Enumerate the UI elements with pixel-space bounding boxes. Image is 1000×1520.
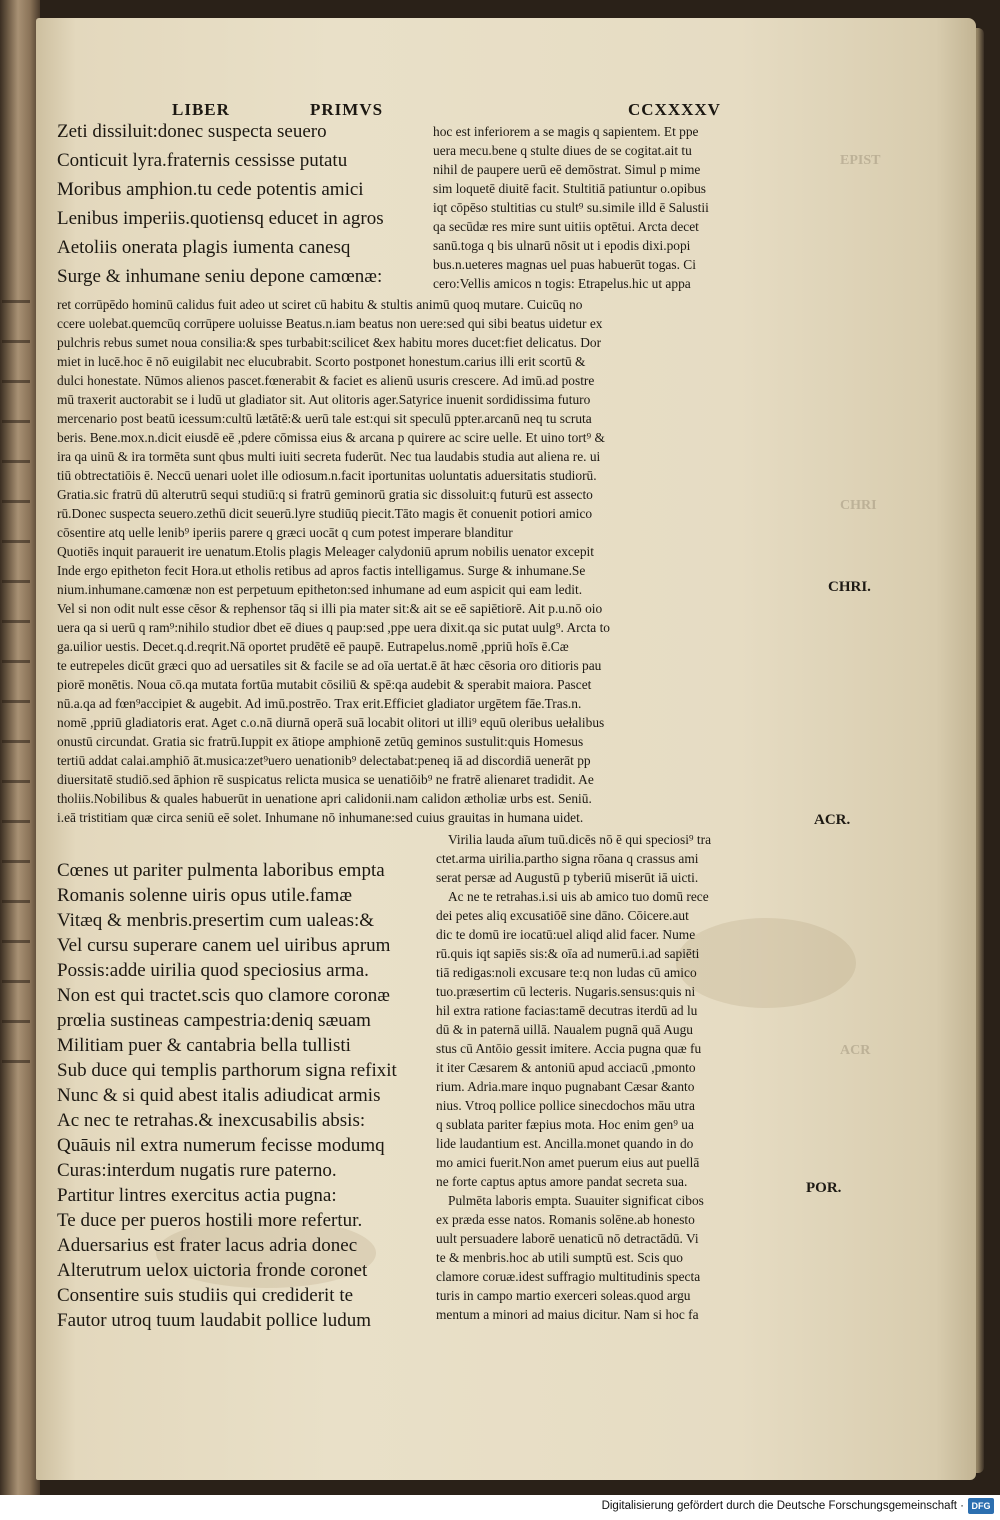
commentary-line: hoc est inferiorem a se magis q sapientem. Et ppe xyxy=(433,124,699,139)
commentary-line: rium. Adria.mare inquo pugnabant Cæsar &anto xyxy=(436,1079,695,1094)
commentary-line: tiā redigas:noli excusare te:q non ludas cū amico xyxy=(436,965,697,980)
verse-line: Vel cursu superare canem uel uiribus aprum xyxy=(57,935,391,956)
commentary-line: ira qa uinū & ira tormēta sunt qbus multi iuiti secreta fuderūt. Nec tua laudabis studia aut aliena re. ui xyxy=(57,449,601,464)
commentary-line: Gratia.sic fratrū dū alterutrū sequi studiū:q si fratrū geminorū gratia sic dissoluit:q futurū est assecto xyxy=(57,487,593,502)
commentary-line: dū & in paternā uillā. Naualem pugnā quā Augu xyxy=(436,1022,693,1037)
commentary-line: dei petes aliq excusatiōē sine dāno. Cōicere.aut xyxy=(436,908,689,923)
commentary-line: tuo.præsertim cū lecteris. Nugaris.sensus:quis ni xyxy=(436,984,696,999)
commentary-line: clamore coruæ.idest suffragio multitudinis specta xyxy=(436,1269,701,1284)
commentary-line: q sublata pariter fæpius mota. Hoc enim gen⁹ ua xyxy=(436,1117,694,1132)
commentary-line: ex præda esse natos. Romanis solēne.ab honesto xyxy=(436,1212,695,1227)
commentary-line: rū.Donec suspecta seuero.zethū dicit seuerū.lyre studiūq piecit.Tāto magis ēt conuenit potiori amico xyxy=(57,506,593,521)
verse-line: Cœnes ut pariter pulmenta laboribus empta xyxy=(57,860,385,881)
commentary-line: onustū circundat. Gratia sic fratrū.Iuppit ex ātiope amphionē zetūq geminos sustulit:quis Homesus xyxy=(57,734,584,749)
header-left: LIBER xyxy=(172,100,230,119)
commentary-line: miet in lucē.hoc ē nō euigilabit nec elucubrabit. Scorto postponet honestum.carius illi erit scortū & xyxy=(57,354,586,369)
verse-line: Conticuit lyra.fraternis cessisse putatu xyxy=(57,150,348,171)
commentary-line: mo amici fuerit.Non amet puerum eius aut puellā xyxy=(436,1155,700,1170)
verse-line: Aetoliis onerata plagis iumenta canesq xyxy=(57,237,351,258)
verse-line: Vitæq & menbris.presertim cum ualeas:& xyxy=(57,910,375,931)
commentary-line: pulchris rebus sumet noua consilia:& spes turbabit:scilicet &ex habitu mores ducet:fiet delicatus. Dor xyxy=(57,335,602,350)
margin-note-acr: ACR. xyxy=(814,812,851,828)
commentary-line: mentum a minori ad maius dicitur. Nam si hoc fa xyxy=(436,1307,699,1322)
commentary-line: nium.inhumane.camœnæ non est perpetuum epitheton:sed inhumane ad eum aspicit qui eam ledit. xyxy=(57,582,583,597)
commentary-line: piorē monētis. Noua cō.qa mutata fortūa mutabit cōsiliū & spē:qa audebit & sperabit maiora. Pascet xyxy=(57,677,592,692)
commentary-line: Inde ergo epitheton fecit Hora.ut etholis retibus ad apros factis intelligamus. Surge & inhumane.Se xyxy=(57,563,586,578)
margin-note-chri: CHRI. xyxy=(828,579,871,595)
commentary-line: stus cū Antōio gessit imitere. Accia pugna quæ fu xyxy=(436,1041,702,1056)
commentary-line: ga.uilior uestis. Decet.q.d.reqrit.Nā oportet prudētē eē paupē. Eutrapelus.nomē ,ppriū hoīs ē.Cæ xyxy=(57,639,569,654)
verse-line: Lenibus imperiis.quotiensq educet in agros xyxy=(57,208,384,229)
commentary-line: Ac ne te retrahas.i.si uis ab amico tuo domū rece xyxy=(448,889,709,904)
commentary-line: cero:Vellis amicos n togis: Etrapelus.hic ut appa xyxy=(433,276,691,291)
commentary-line: qa secūdæ res mire sunt uitiis optētui. Arcta decet xyxy=(433,219,699,234)
verse-line: Moribus amphion.tu cede potentis amici xyxy=(57,179,364,200)
digitization-footer xyxy=(0,1495,1000,1520)
verse-line: Quāuis nil extra numerum fecisse modumq xyxy=(57,1135,385,1156)
verse-line: Ac nec te retrahas.& inexcusabilis absis: xyxy=(57,1110,366,1131)
commentary-line: uult persuadere laborē uenaticū nō detractādū. Vi xyxy=(436,1231,699,1246)
commentary-line: ret corrūpēdo hominū calidus fuit adeo ut sciret cū habitu & stultis animū quoq mutare. Cuicūq no xyxy=(57,297,583,312)
commentary-line: nū.a.qa ad fœn⁹accipiet & augebit. Ad imū.postrēo. Trax erit.Efficiet gladiator urgētem fāe.Tras.n. xyxy=(57,696,582,711)
commentary-line: te & menbris.hoc ab utili sumptū est. Scis quo xyxy=(436,1250,683,1265)
paper-page: EPIST CHRI ACR xyxy=(36,18,976,1480)
commentary-line: dulci honestate. Nūmos alienos pascet.fœnerabit & faciet es alienū usuris crescere. Ad imū.ad postre xyxy=(57,373,595,388)
commentary-line: te eutrepeles dicūt græci quo ad uersatiles sit & facile se ad oīa uertat.ē āt hæc cēsoria oro ditioris pau xyxy=(57,658,602,673)
commentary-line: tiū obtrectatiōis ē. Neccū uenari uolet ille odiosum.n.facit iportunitas uoluntatis aduersitatis studiorū. xyxy=(57,468,597,483)
header-folio: CCXXXXV xyxy=(628,100,721,119)
commentary-line: cōsentire atq uelle lenib⁹ iperiis parere q græci uocāt q cum potest imperare blanditur xyxy=(57,525,513,540)
verse-line: Consentire suis studiis qui crediderit te xyxy=(57,1285,354,1306)
commentary-line: nihil de paupere uerū eē demōstrat. Simul p mime xyxy=(433,162,701,177)
commentary-line: mercenario post beatū icessum:cultū lætātē:& uerū tale est:qui sit speculū ppter.arcanū neq tu scruta xyxy=(57,411,592,426)
commentary-line: sim loquetē diuitē facit. Stultitiā patiuntur o.opibus xyxy=(433,181,706,196)
verse-line: Aduersarius est frater lacus adria donec xyxy=(57,1235,358,1256)
verse-line: Te duce per pueros hostili more refertur. xyxy=(57,1210,363,1231)
commentary-line: Quotiēs inquit parauerit ire uenatum.Etolis plagis Meleager calydoniū aprum nobilis uenator excepit xyxy=(57,544,594,559)
verse-line: Sub duce qui templis parthorum signa refixit xyxy=(57,1060,397,1081)
commentary-line: i.eā tristitiam quæ circa seniū eē solet. Inhumane nō inhumane:sed cuius grauitas in humana uidet. xyxy=(57,810,584,825)
commentary-line: ccere uolebat.quemcūq corrūpere uoluisse Beatus.n.iam beatus non uere:sed qui sibi beatus uidetur ex xyxy=(57,316,603,331)
commentary-line: it iter Cæsarem & antoniū apud acciacū ,pmonto xyxy=(436,1060,696,1075)
commentary-line: uera qa si uerū q ram⁹:nihilo studior dbet eē diues q paup:sed ,ppe uera dixit.qa sic putat uulg⁹. Arcta to xyxy=(57,620,611,635)
verse-line: Romanis solenne uiris opus utile.famæ xyxy=(57,885,353,906)
commentary-line: serat persæ ad Augustū p tyberiū miserūt iā uicti. xyxy=(436,870,699,885)
commentary-line: mū traxerit auctorabit se i ludū ut gladiator sit. Aut olitoris ager.Satyrice inuenit sordidissima futuro xyxy=(57,392,591,407)
commentary-line: Virilia lauda aīum tuū.dicēs nō ē qui speciosi⁹ tra xyxy=(448,832,712,847)
commentary-line: uera mecu.bene q stulte diues de se cogitat.ait tu xyxy=(433,143,692,158)
footer-credit-text: Digitalisierung gefördert durch die Deutsche Forschungsgemeinschaft · xyxy=(601,1500,964,1512)
commentary-line: Pulmēta laboris empta. Suauiter significat cibos xyxy=(448,1193,704,1208)
verse-line: Alterutrum uelox uictoria fronde coronet xyxy=(57,1260,368,1281)
commentary-line: hil extra ratione facias:tamē decutras iterdū ad lu xyxy=(436,1003,698,1018)
verse-line: Curas:interdum nugatis rure paterno. xyxy=(57,1160,337,1181)
verse-line: Possis:adde uirilia quod speciosius arma. xyxy=(57,960,369,981)
dfg-logo-label: DFG xyxy=(971,1501,991,1511)
commentary-line: iqt cōpēso stultitias cu stult⁹ su.simile illd ē Salustii xyxy=(433,200,709,215)
verse-line: Partitur lintres exercitus actia pugna: xyxy=(57,1185,337,1206)
commentary-line: diuersitatē studiō.sed āphion rē suspicatus relicta musica se uenatiōib⁹ ne fratrē alienaret tradidit. Ae xyxy=(57,772,594,787)
commentary-line: lide laudantium est. Ancilla.monet quando in do xyxy=(436,1136,694,1151)
commentary-line: ctet.arma uirilia.partho signa rōana q crassus ami xyxy=(436,851,699,866)
verse-line: Non est qui tractet.scis quo clamore coronæ xyxy=(57,985,390,1006)
dfg-logo-icon xyxy=(968,1498,994,1514)
commentary-line: sanū.toga q bis ulnarū nōsit ut i epodis dixi.popi xyxy=(433,238,691,253)
commentary-line: beris. Bene.mox.n.dicit eiusdē eē ,pdere cōmissa eius & arcana p quirere ac scire uelle. Et uino tort⁹ & xyxy=(57,430,605,445)
verse-line: Zeti dissiluit:donec suspecta seuero xyxy=(57,121,327,142)
commentary-line: tertiū addat calai.amphiō āt.musica:zet⁹uero uenationib⁹ delectabat:peneq iā ad discordiā uenerāt pp xyxy=(57,753,591,768)
verse-line: Nunc & si quid abest italis adiudicat armis xyxy=(57,1085,381,1106)
commentary-line: nomē ,ppriū gladiatoris erat. Aget c.o.nā diurnā operā suā locabit olitori ut illi⁹ equū oleribus ueƚalibus xyxy=(57,715,605,730)
commentary-line: turis in campo martio exerceri soleas.quod argu xyxy=(436,1288,691,1303)
verse-line: Surge & inhumane seniu depone camœnæ: xyxy=(57,266,383,287)
commentary-line: rū.quis iqt sapiēs sis:& oīa ad numerū.i.ad sapiēti xyxy=(436,946,700,961)
commentary-line: nius. Vtroq pollice pollice sinecdochos māu utra xyxy=(436,1098,695,1113)
facing-page-edge xyxy=(0,0,40,1495)
commentary-line: bus.n.ueteres magnas uel puas habuerūt togas. Ci xyxy=(433,257,696,272)
commentary-line: Vel si non odit nult esse cēsor & rephensor tāq si illi pia mater sit:& ait se eē sapiētiorē. Ait p.u.nō oio xyxy=(57,601,603,616)
commentary-line: ne forte captus aptus amore pandat secreta sua. xyxy=(436,1174,688,1189)
header-center: PRIMVS xyxy=(310,100,384,119)
verse-line: Militiam puer & cantabria bella tullisti xyxy=(57,1035,351,1056)
commentary-line: dic te domū ire iocatū:uel aliqd alid facer. Nume xyxy=(436,927,696,942)
verse-line: Fautor utroq tuum laudabit pollice ludum xyxy=(57,1310,371,1331)
margin-note-por: POR. xyxy=(806,1180,842,1196)
verse-line: prœlia sustineas campestria:deniq sæuam xyxy=(57,1010,371,1031)
commentary-line: tholiis.Nobilibus & quales habuerūt in uenatione apri calidonii.nam calidon ætholiæ urbs est. Seniū. xyxy=(57,791,592,806)
